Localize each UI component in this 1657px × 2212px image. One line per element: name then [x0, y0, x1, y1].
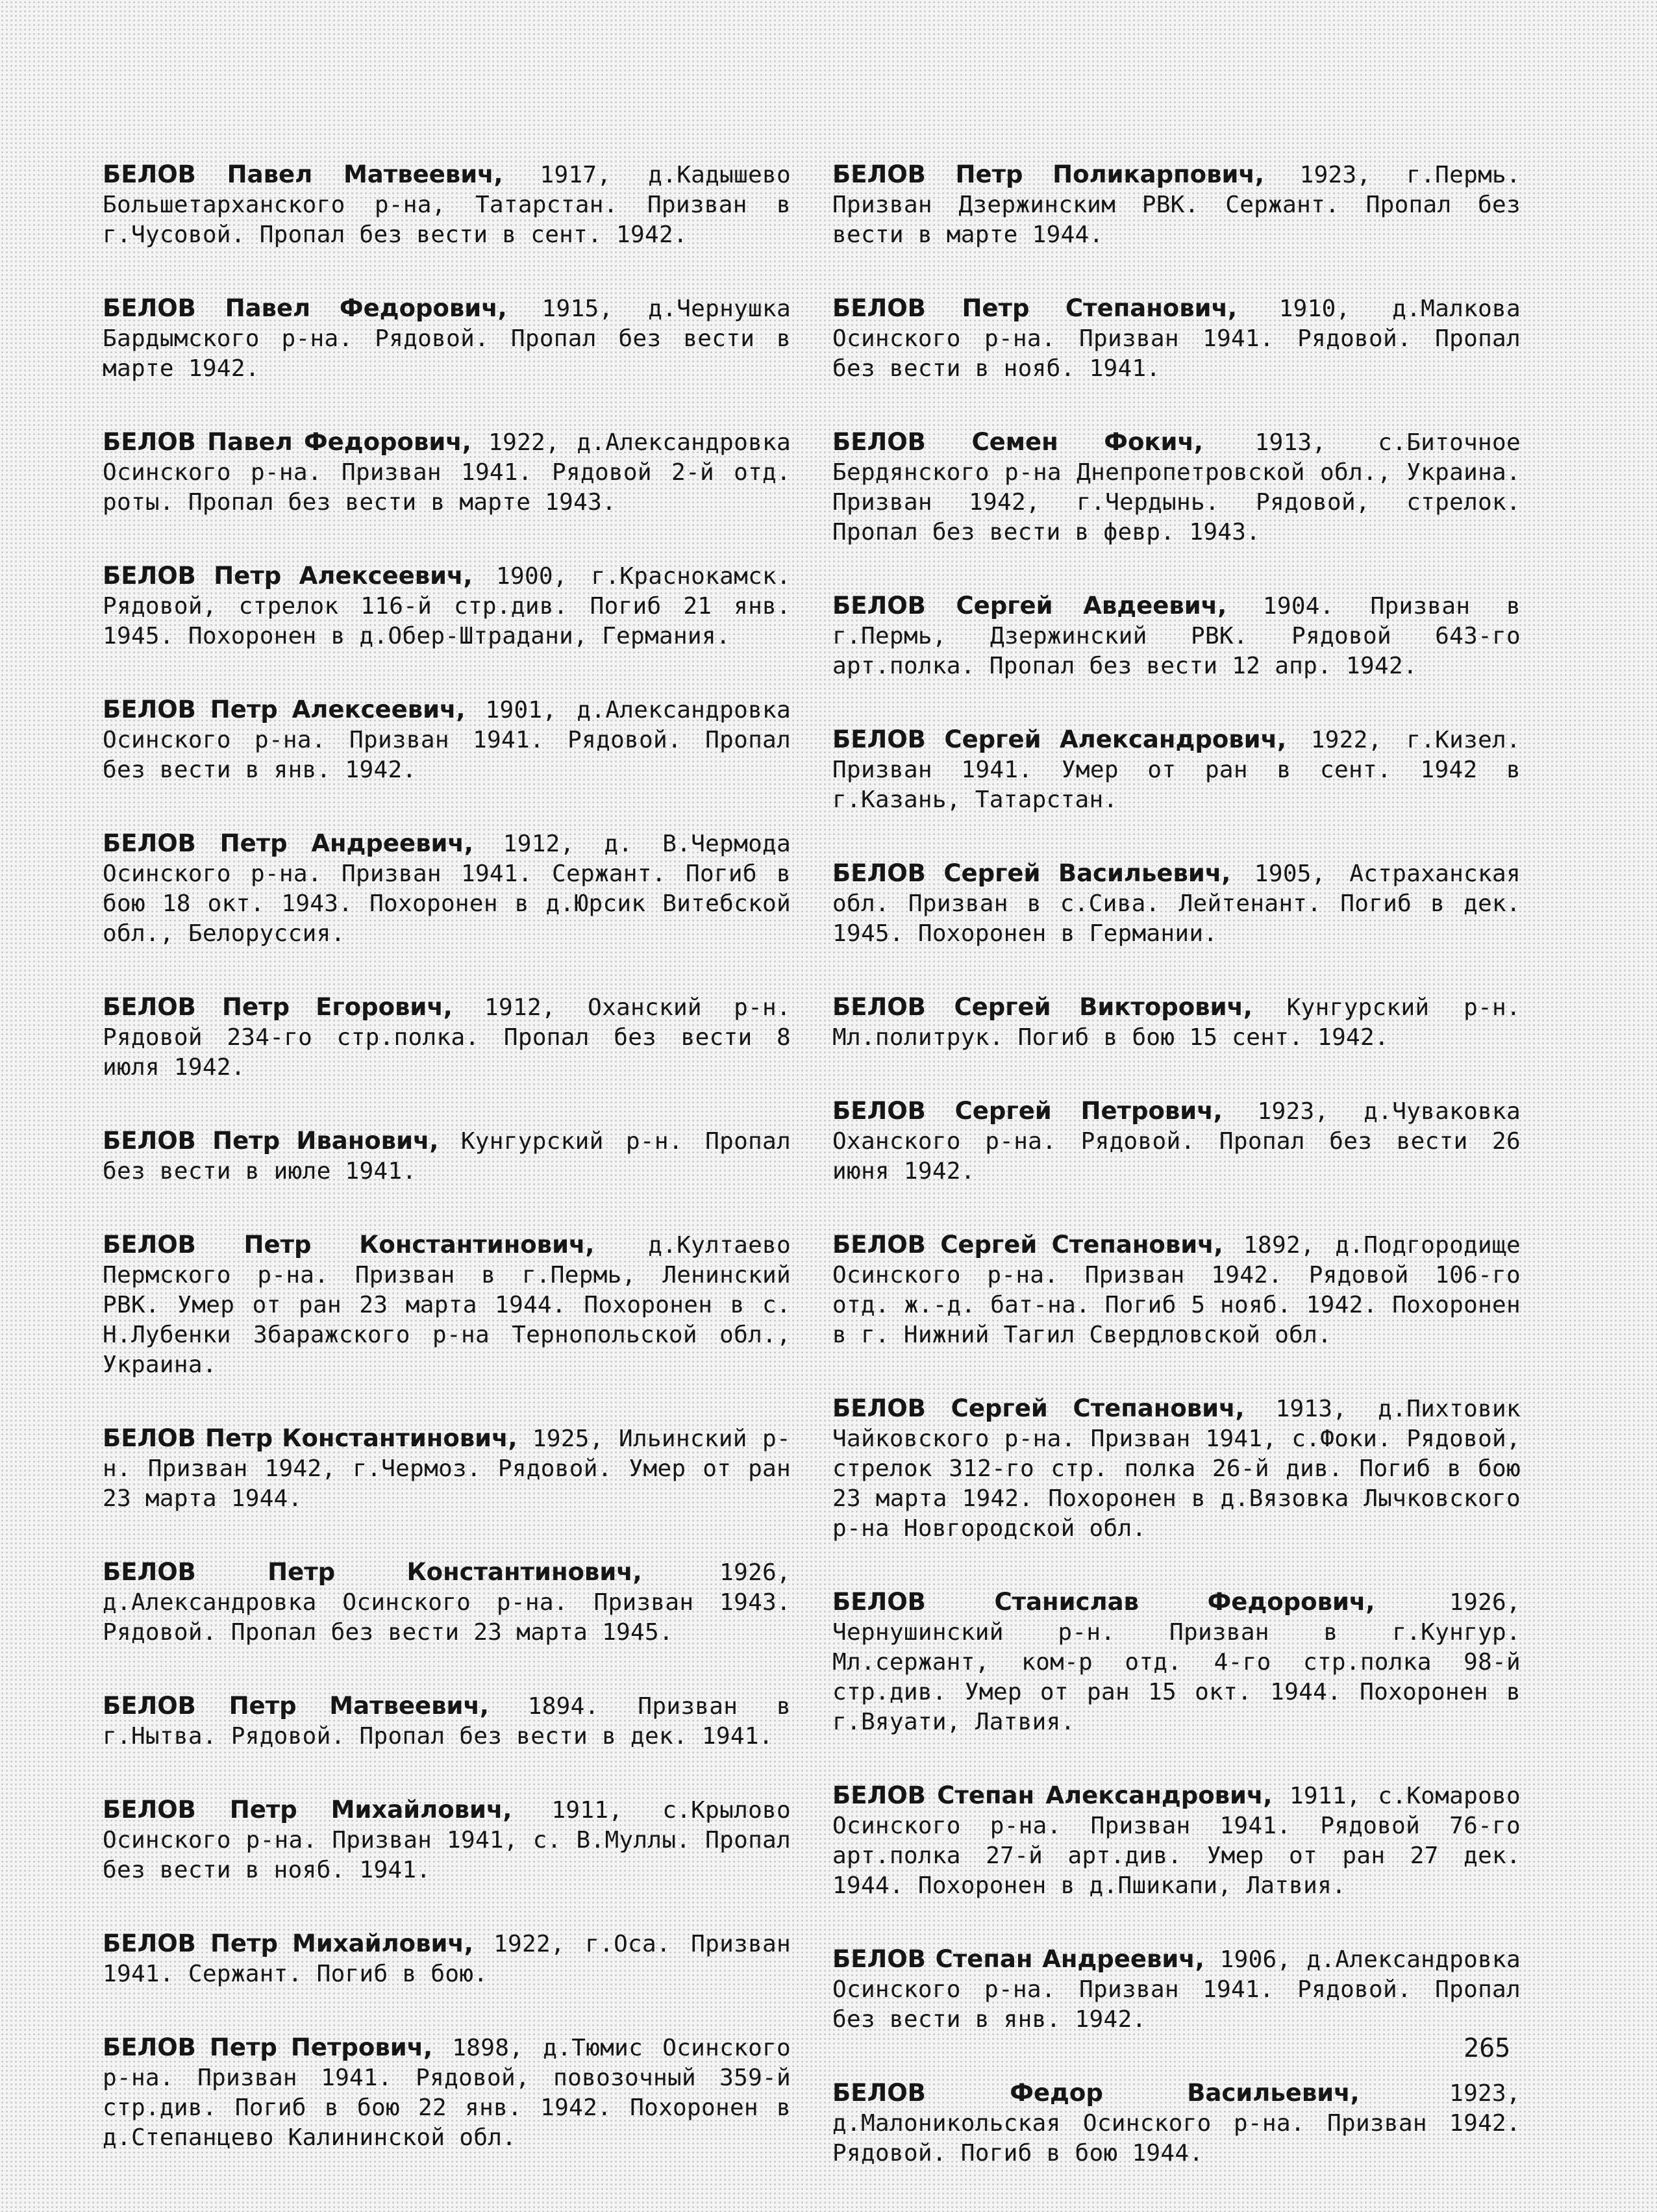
person-details: 1923, г.Пермь. Призван Дзержинским РВК. Сержант. Пропал без вести в марте 1944.: [832, 162, 1521, 248]
biography-entry: [103, 1795, 791, 1885]
person-details: 1911, с.Крылово Осинского р-на. Призван 1941, с. В.Муллы. Пропал без вести в нояб. 1941.: [103, 1797, 791, 1883]
person-details: 1917, д.Кадышево Большетарханского р-на, Татарстан. Призван в г.Чусовой. Пропал без вести в сент. 1942.: [103, 162, 791, 248]
person-name: БЕЛОВ Петр Иванович,: [103, 1127, 439, 1155]
biography-entry: [103, 561, 791, 651]
person-details: д.Култаево Пермского р-на. Призван в г.Пермь, Ленинский РВК. Умер от ран 23 марта 1944. Похоронен в с. Н.Лубенки Збаражского р-на Тернопольской обл., Украина.: [103, 1232, 791, 1378]
person-name: БЕЛОВ Сергей Петрович,: [832, 1097, 1223, 1125]
biography-entry: [103, 1230, 791, 1380]
biography-entry: [103, 1424, 791, 1514]
person-details: 1922, г.Кизел. Призван 1941. Умер от ран в сент. 1942 в г.Казань, Татарстан.: [832, 727, 1521, 813]
left-column: [103, 160, 791, 2196]
person-details: 1898, д.Тюмис Осинского р-на. Призван 1941. Рядовой, повозочный 359-й стр.див. Погиб в бою 22 янв. 1942. Похоронен в д.Степанцево Калининской обл.: [103, 2035, 791, 2151]
biography-entry: [832, 1587, 1521, 1737]
person-details: 1901, д.Александровка Осинского р-на. Призван 1941. Рядовой. Пропал без вести в янв. 1942.: [103, 697, 791, 783]
person-details: 1923, д.Чуваковка Оханского р-на. Рядовой. Пропал без вести 26 июня 1942.: [832, 1098, 1521, 1185]
person-details: 1910, д.Малкова Осинского р-на. Призван 1941. Рядовой. Пропал без вести в нояб. 1941.: [832, 295, 1521, 382]
person-details: 1912, д. В.Чермода Осинского р-на. Призван 1941. Сержант. Погиб в бою 18 окт. 1943. Похоронен в д.Юрсик Витебской обл., Белоруссия.: [103, 831, 791, 947]
person-name: БЕЛОВ Петр Константинович,: [103, 1424, 517, 1452]
person-details: 1900, г.Краснокамск. Рядовой, стрелок 116-й стр.див. Погиб 21 янв. 1945. Похоронен в д.Обер-Штрадани, Германия.: [103, 563, 791, 649]
person-details: 1915, д.Чернушка Бардымского р-на. Рядовой. Пропал без вести в марте 1942.: [103, 295, 791, 382]
biography-entry: [103, 992, 791, 1083]
person-details: 1926, Чернушинский р-н. Призван в г.Кунгур. Мл.сержант, ком-р отд. 4-го стр.полка 98-й стр.див. Умер от ран 15 окт. 1944. Похоронен в г.Вяуати, Латвия.: [832, 1589, 1521, 1735]
person-name: БЕЛОВ Сергей Васильевич,: [832, 859, 1231, 887]
person-name: БЕЛОВ Петр Степанович,: [832, 294, 1238, 322]
person-name: БЕЛОВ Павел Федорович,: [103, 294, 507, 322]
biography-entry: [832, 427, 1521, 547]
person-name: БЕЛОВ Семен Фокич,: [832, 428, 1203, 456]
person-details: 1926, д.Александровка Осинского р-на. Призван 1943. Рядовой. Пропал без вести 23 марта 1945.: [103, 1559, 791, 1646]
person-name: БЕЛОВ Петр Алексеевич,: [103, 696, 466, 723]
biography-entry: [103, 160, 791, 250]
biography-entry: [832, 992, 1521, 1053]
biography-entry: [832, 1096, 1521, 1187]
person-details: 1894. Призван в г.Нытва. Рядовой. Пропал без вести в дек. 1941.: [103, 1693, 791, 1750]
biography-entry: [832, 859, 1521, 949]
person-name: БЕЛОВ Сергей Александрович,: [832, 725, 1287, 753]
person-name: БЕЛОВ Петр Поликарпович,: [832, 160, 1264, 188]
biography-entry: [103, 695, 791, 785]
biography-entry: [103, 427, 791, 518]
page-number: 265: [1464, 2033, 1511, 2063]
person-name: БЕЛОВ Петр Константинович,: [103, 1558, 642, 1586]
person-name: БЕЛОВ Сергей Викторович,: [832, 993, 1252, 1021]
person-name: БЕЛОВ Павел Матвеевич,: [103, 160, 503, 188]
right-column: [832, 160, 1521, 2212]
person-details: 1913, д.Пихтовик Чайковского р-на. Призван 1941, с.Фоки. Рядовой, стрелок 312-го стр. полка 26-й див. Погиб в бою 23 марта 1942. Похоронен в д.Вязовка Лычковского р-на Новгородской обл.: [832, 1396, 1521, 1542]
person-details: 1925, Ильинский р-н. Призван 1942, г.Чермоз. Рядовой. Умер от ран 23 марта 1944.: [103, 1426, 791, 1512]
person-name: БЕЛОВ Федор Васильевич,: [832, 2079, 1360, 2107]
person-name: БЕЛОВ Петр Михайлович,: [103, 1929, 473, 1957]
biography-entry: [103, 294, 791, 384]
person-name: БЕЛОВ Петр Михайлович,: [103, 1796, 512, 1824]
person-details: 1906, д.Александровка Осинского р-на. Призван 1941. Рядовой. Пропал без вести в янв. 1942.: [832, 1946, 1521, 2033]
biography-entry: [103, 1126, 791, 1187]
person-details: 1905, Астраханская обл. Призван в с.Сива. Лейтенант. Погиб в дек. 1945. Похоронен в Германии.: [832, 861, 1521, 947]
biography-entry: [103, 2033, 791, 2153]
person-name: БЕЛОВ Петр Егорович,: [103, 993, 453, 1021]
person-details: 1922, д.Александровка Осинского р-на. Призван 1941. Рядовой 2-й отд. роты. Пропал без вести в марте 1943.: [103, 429, 791, 516]
person-details: 1904. Призван в г.Пермь, Дзержинский РВК. Рядовой 643-го арт.полка. Пропал без вести 12 апр. 1942.: [832, 593, 1521, 679]
biography-entry: [832, 1394, 1521, 1544]
biography-entry: [832, 725, 1521, 815]
biography-entry: [103, 1929, 791, 1989]
person-name: БЕЛОВ Петр Алексеевич,: [103, 562, 473, 590]
person-name: БЕЛОВ Петр Матвеевич,: [103, 1692, 489, 1720]
person-name: БЕЛОВ Степан Андреевич,: [832, 1945, 1204, 1973]
person-name: БЕЛОВ Станислав Федорович,: [832, 1588, 1375, 1616]
person-details: 1923, д.Малоникольская Осинского р-на. Призван 1942. Рядовой. Погиб в бою 1944.: [832, 2080, 1521, 2167]
person-name: БЕЛОВ Сергей Авдеевич,: [832, 592, 1227, 620]
person-name: БЕЛОВ Павел Федорович,: [103, 428, 471, 456]
person-details: 1911, с.Комарово Осинского р-на. Призван 1941. Рядовой 76-го арт.полка 27-й арт.див. Умер от ран 27 дек. 1944. Похоронен в д.Пшикапи, Латвия.: [832, 1783, 1521, 1899]
person-name: БЕЛОВ Степан Александрович,: [832, 1781, 1273, 1809]
person-details: 1913, с.Биточное Бердянского р-на Днепропетровской обл., Украина. Призван 1942, г.Чердынь. Рядовой, стрелок. Пропал без вести в февр. 1943.: [832, 429, 1521, 546]
biography-entry: [832, 160, 1521, 250]
person-details: Кунгурский р-н. Мл.политрук. Погиб в бою 15 сент. 1942.: [832, 994, 1521, 1051]
person-details: 1922, г.Оса. Призван 1941. Сержант. Погиб в бою.: [103, 1931, 791, 1987]
biography-entry: [832, 1230, 1521, 1350]
biography-entry: [103, 829, 791, 949]
person-details: 1892, д.Подгородище Осинского р-на. Призван 1942. Рядовой 106-го отд. ж.-д. бат-на. Погиб 5 нояб. 1942. Похоронен в г. Нижний Тагил Свердловской обл.: [832, 1232, 1521, 1348]
person-name: БЕЛОВ Петр Петрович,: [103, 2033, 433, 2061]
biography-entry: [832, 2078, 1521, 2168]
biography-entry: [832, 1944, 1521, 2035]
person-name: БЕЛОВ Сергей Степанович,: [832, 1231, 1223, 1259]
person-details: 1912, Оханский р-н. Рядовой 234-го стр.полка. Пропал без вести 8 июля 1942.: [103, 994, 791, 1081]
biography-entry: [832, 591, 1521, 681]
person-name: БЕЛОВ Петр Константинович,: [103, 1231, 595, 1259]
biography-entry: [832, 1781, 1521, 1901]
biography-entry: [103, 1557, 791, 1648]
person-name: БЕЛОВ Сергей Степанович,: [832, 1394, 1245, 1422]
biography-entry: [832, 294, 1521, 384]
person-details: Кунгурский р-н. Пропал без вести в июле 1941.: [103, 1128, 791, 1185]
biography-entry: [103, 1691, 791, 1752]
person-name: БЕЛОВ Петр Андреевич,: [103, 829, 473, 857]
